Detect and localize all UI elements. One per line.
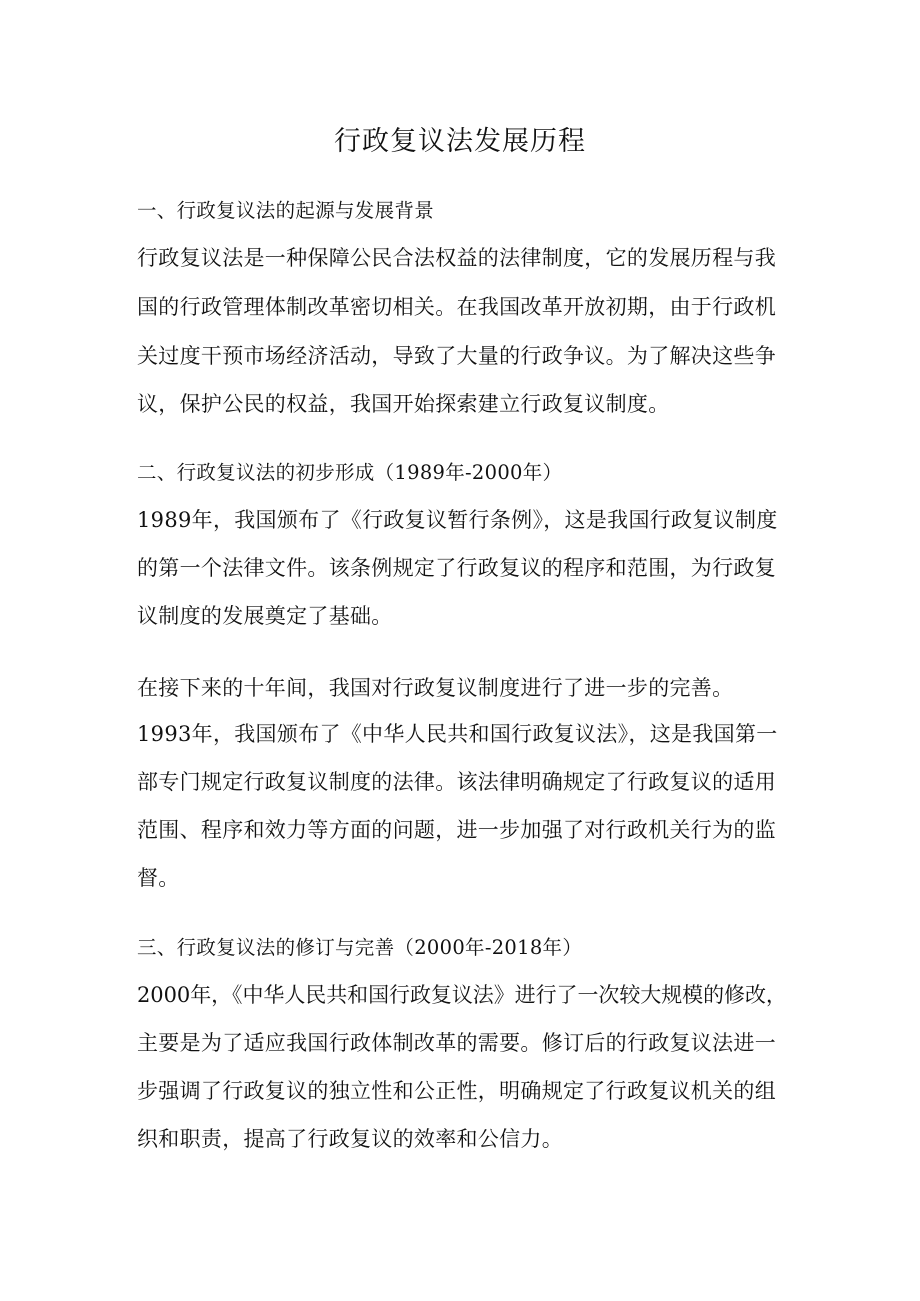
paragraph-line: 的第一个法律文件。该条例规定了行政复议的程序和范围，为行政复	[137, 556, 776, 580]
paragraph-line: 督。	[137, 866, 180, 890]
section-2-heading: 二、行政复议法的初步形成（1989年-2000年）	[137, 461, 563, 484]
paragraph-line: 议，保护公民的权益，我国开始探索建立行政复议制度。	[137, 392, 670, 416]
paragraph-line: 1993年，我国颁布了《中华人民共和国行政复议法》，这是我国第一	[137, 722, 778, 746]
section-1-heading: 一、行政复议法的起源与发展背景	[137, 199, 435, 222]
paragraph-line: 关过度干预市场经济活动，导致了大量的行政争议。为了解决这些争	[137, 344, 776, 368]
paragraph-line: 织和职责，提高了行政复议的效率和公信力。	[137, 1127, 563, 1151]
document-title: 行政复议法发展历程	[334, 126, 586, 157]
paragraph-line: 1989年，我国颁布了《行政复议暂行条例》，这是我国行政复议制度	[137, 508, 778, 532]
section-3-heading: 三、行政复议法的修订与完善（2000年-2018年）	[137, 936, 583, 959]
paragraph-line: 2000年，《中华人民共和国行政复议法》进行了一次较大规模的修改，	[137, 983, 787, 1007]
paragraph-line: 议制度的发展奠定了基础。	[137, 604, 393, 628]
paragraph-line: 范围、程序和效力等方面的问题，进一步加强了对行政机关行为的监	[137, 818, 776, 842]
paragraph-line: 在接下来的十年间，我国对行政复议制度进行了进一步的完善。	[137, 676, 734, 700]
paragraph-line: 部专门规定行政复议制度的法律。该法律明确规定了行政复议的适用	[137, 770, 776, 794]
paragraph-line: 行政复议法是一种保障公民合法权益的法律制度，它的发展历程与我	[137, 246, 776, 270]
paragraph-line: 国的行政管理体制改革密切相关。在我国改革开放初期，由于行政机	[137, 295, 776, 319]
paragraph-line: 主要是为了适应我国行政体制改革的需要。修订后的行政复议法进一	[137, 1031, 776, 1055]
paragraph-line: 步强调了行政复议的独立性和公正性，明确规定了行政复议机关的组	[137, 1079, 776, 1103]
